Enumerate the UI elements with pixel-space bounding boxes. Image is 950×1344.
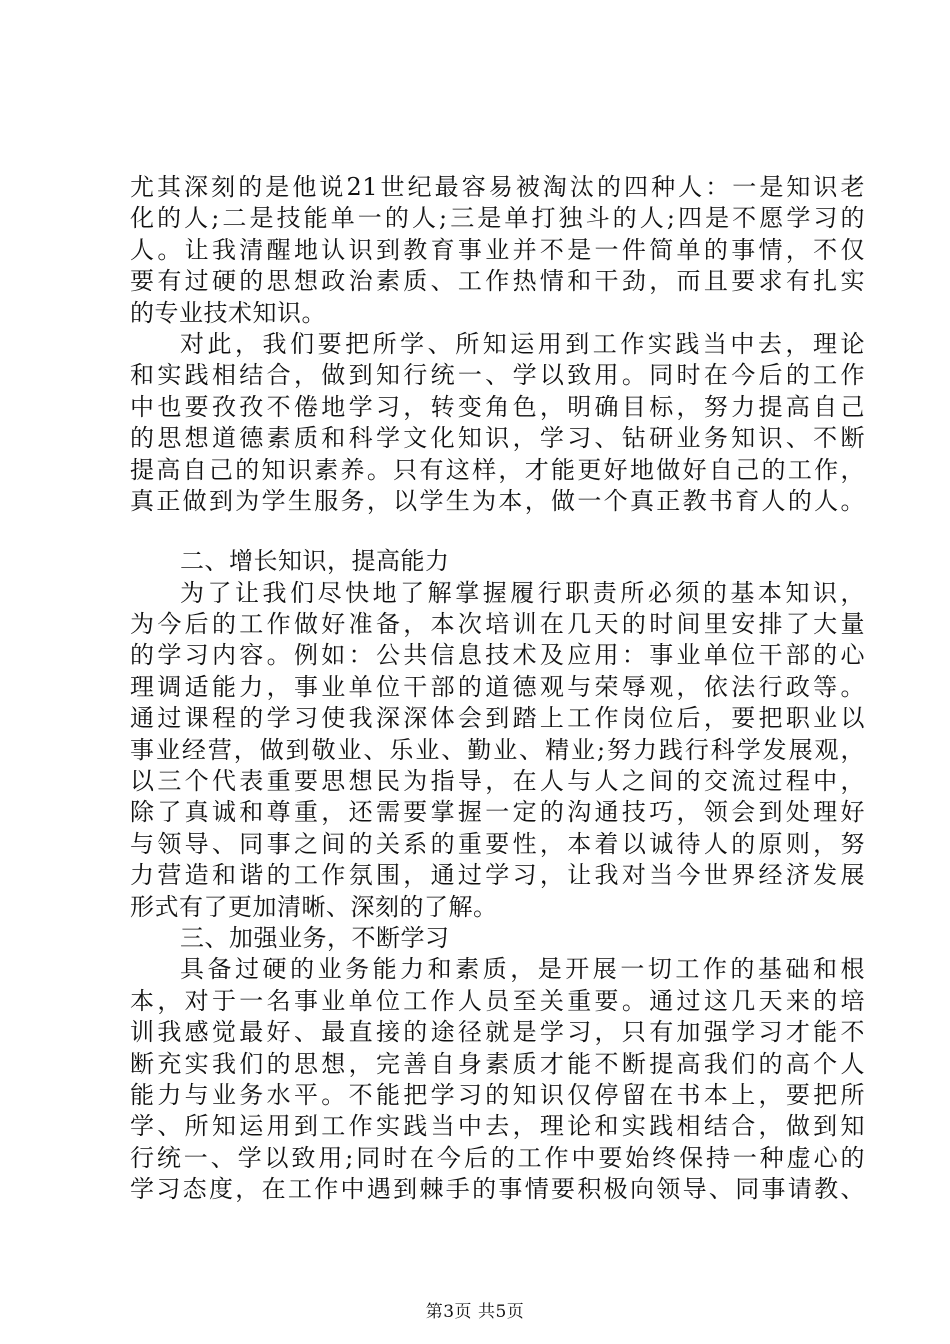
text-line: 力营造和谐的工作氛围，通过学习，让我对当今世界经济发展 <box>130 861 865 890</box>
text-line: 提高自己的知识素养。只有这样，才能更好地做好自己的工作， <box>130 455 865 484</box>
text-line: 具备过硬的业务能力和素质，是开展一切工作的基础和根 <box>180 955 865 984</box>
text-line: 除了真诚和尊重，还需要掌握一定的沟通技巧，领会到处理好 <box>130 798 865 827</box>
section-heading: 二、增长知识，提高能力 <box>180 547 450 576</box>
text-line: 化的人;二是技能单一的人;三是单打独斗的人;四是不愿学习的 <box>130 204 865 233</box>
text-line: 对此，我们要把所学、所知运用到工作实践当中去，理论 <box>180 329 865 358</box>
paragraph-spacer <box>130 517 865 546</box>
text-line: 以三个代表重要思想民为指导，在人与人之间的交流过程中， <box>130 767 865 796</box>
text-line: 学习态度，在工作中遇到棘手的事情要积极向领导、同事请教、 <box>130 1175 865 1204</box>
section-heading: 三、加强业务，不断学习 <box>180 923 450 952</box>
text-line: 中也要孜孜不倦地学习，转变角色，明确目标，努力提高自己 <box>130 392 865 421</box>
page-footer <box>0 1297 950 1322</box>
text-line: 的专业技术知识。 <box>130 298 326 327</box>
text-line: 人。让我清醒地认识到教育事业并不是一件简单的事情，不仅 <box>130 235 865 264</box>
text-line: 事业经营，做到敬业、乐业、勤业、精业;努力践行科学发展观， <box>130 735 865 764</box>
text-line: 为了让我们尽快地了解掌握履行职责所必须的基本知识， <box>180 578 865 607</box>
text-line: 理调适能力，事业单位干部的道德观与荣辱观，依法行政等。 <box>130 672 865 701</box>
text-line: 要有过硬的思想政治素质、工作热情和干劲，而且要求有扎实 <box>130 267 865 296</box>
text-line: 真正做到为学生服务，以学生为本，做一个真正教书育人的人。 <box>130 486 865 515</box>
document-body <box>130 172 865 1206</box>
text-line: 尤其深刻的是他说21世纪最容易被淘汰的四种人：一是知识老 <box>130 173 865 201</box>
text-line: 断充实我们的思想，完善自身素质才能不断提高我们的高个人 <box>130 1049 865 1078</box>
text-line: 行统一、学以致用;同时在今后的工作中要始终保持一种虚心的 <box>130 1143 865 1172</box>
text-line: 能力与业务水平。不能把学习的知识仅停留在书本上，要把所 <box>130 1080 865 1109</box>
page-number: 第3页 共5页 <box>425 1302 525 1322</box>
text-line: 的学习内容。例如：公共信息技术及应用：事业单位干部的心 <box>130 641 865 670</box>
text-line: 的思想道德素质和科学文化知识，学习、钻研业务知识、不断 <box>130 424 865 453</box>
text-line: 与领导、同事之间的关系的重要性，本着以诚待人的原则，努 <box>130 829 865 858</box>
text-line: 通过课程的学习使我深深体会到踏上工作岗位后，要把职业以 <box>130 704 865 733</box>
text-line: 为今后的工作做好准备，本次培训在几天的时间里安排了大量 <box>130 610 865 639</box>
text-line: 和实践相结合，做到知行统一、学以致用。同时在今后的工作 <box>130 361 865 390</box>
text-line: 学、所知运用到工作实践当中去，理论和实践相结合，做到知 <box>130 1112 865 1141</box>
text-line: 形式有了更加清晰、深刻的了解。 <box>130 892 498 921</box>
text-line: 本，对于一名事业单位工作人员至关重要。通过这几天来的培 <box>130 986 865 1015</box>
text-line: 训我感觉最好、最直接的途径就是学习，只有加强学习才能不 <box>130 1018 865 1047</box>
